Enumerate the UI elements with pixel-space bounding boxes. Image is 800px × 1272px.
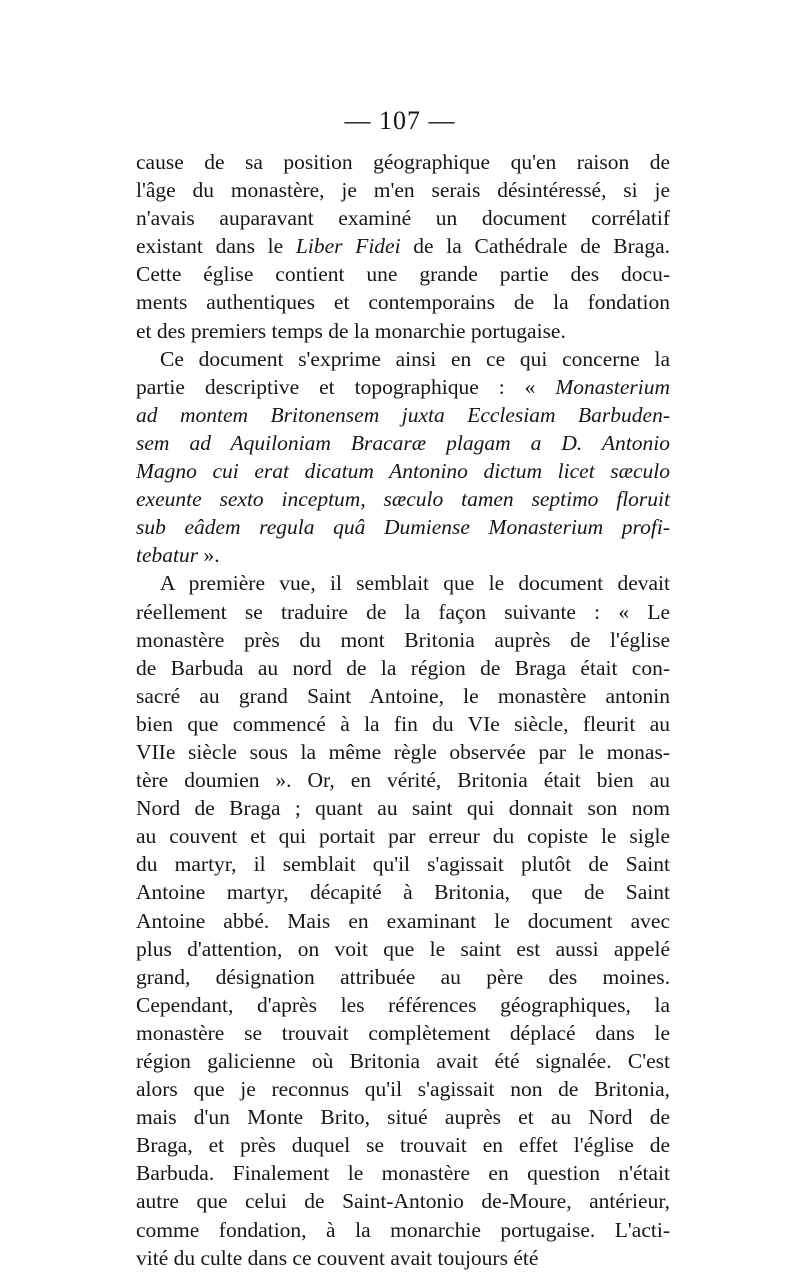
- text-segment: bien que commencé à la fin du VIe siècle, fleurit au: [136, 711, 670, 736]
- text-line: [136, 513, 670, 541]
- text-segment: de Barbuda au nord de la région de Braga était con-: [136, 655, 670, 680]
- text-line: [136, 485, 670, 513]
- text-line: [136, 1244, 670, 1272]
- text-line: [136, 176, 670, 204]
- text-line: [136, 317, 670, 345]
- text-segment: n'avais auparavant examiné un document corrélatif: [136, 206, 670, 231]
- italic-text: sem ad Aquiloniam Bracaræ plagam a D. Antonio: [136, 430, 670, 455]
- text-line: [136, 288, 670, 316]
- text-segment: cause de sa position géographique qu'en raison de: [136, 150, 670, 174]
- italic-text: exeunte sexto inceptum, sæculo tamen septimo floruit: [136, 487, 670, 512]
- text-segment: A première vue, il semblait que le document devait: [160, 571, 670, 596]
- text-segment: VIIe siècle sous la même règle observée par le monas-: [136, 739, 670, 764]
- text-line: [136, 1047, 670, 1075]
- text-line: [136, 626, 670, 654]
- text-line: [136, 457, 670, 485]
- text-line: [136, 794, 670, 822]
- text-segment: Antoine abbé. Mais en examinant le document avec: [136, 908, 670, 933]
- text-line: [136, 766, 670, 794]
- text-segment: Braga, et près duquel se trouvait en effet l'église de: [136, 1133, 670, 1158]
- text-line: [136, 682, 670, 710]
- text-line: [136, 345, 670, 373]
- text-line: [136, 935, 670, 963]
- text-line: [136, 654, 670, 682]
- text-line: [136, 401, 670, 429]
- text-line: [136, 1159, 670, 1187]
- text-segment: comme fondation, à la monarchie portugaise. L'acti-: [136, 1217, 670, 1242]
- text-line: [136, 907, 670, 935]
- text-segment: région galicienne où Britonia avait été signalée. C'est: [136, 1049, 670, 1073]
- text-segment: Cette église contient une grande partie des docu-: [136, 262, 670, 287]
- text-line: [136, 738, 670, 766]
- italic-text: ad montem Britonensem juxta Ecclesiam Barbuden-: [136, 402, 670, 427]
- text-line: [136, 1216, 670, 1244]
- paragraph: [136, 345, 670, 570]
- text-segment: de la Cathédrale de Braga.: [400, 234, 670, 259]
- italic-text: Liber Fidei: [295, 234, 401, 259]
- text-segment: du martyr, il semblait qu'il s'agissait plutôt de Saint: [136, 852, 670, 877]
- text-segment: au couvent et qui portait par erreur du copiste le sigle: [136, 824, 670, 849]
- text-segment: Nord de Braga ; quant au saint qui donnait son nom: [136, 796, 670, 821]
- text-segment: Cependant, d'après les références géographiques, la: [136, 992, 670, 1017]
- page-number: — 107 —: [344, 106, 456, 135]
- text-line: [136, 204, 670, 232]
- text-segment: mais d'un Monte Brito, situé auprès et au Nord de: [136, 1105, 670, 1130]
- text-segment: ments authentiques et contemporains de la fondation: [136, 290, 670, 315]
- text-line: [136, 148, 670, 176]
- text-segment: partie descriptive et topographique : «: [136, 374, 556, 399]
- text-segment: monastère près du mont Britonia auprès de l'église: [136, 627, 670, 652]
- text-line: [136, 710, 670, 738]
- text-line: [136, 232, 670, 260]
- text-segment: autre que celui de Saint-Antonio de-Moure, antérieur,: [136, 1189, 670, 1214]
- text-segment: Antoine martyr, décapité à Britonia, que de Saint: [136, 880, 670, 905]
- text-line: [136, 850, 670, 878]
- paragraph: [136, 148, 670, 345]
- text-segment: monastère se trouvait complètement déplacé dans le: [136, 1020, 670, 1045]
- text-line: [136, 541, 670, 569]
- text-line: [136, 991, 670, 1019]
- text-line: [136, 598, 670, 626]
- text-line: [136, 822, 670, 850]
- body-text: [136, 148, 670, 1272]
- text-line: [136, 963, 670, 991]
- text-segment: grand, désignation attribuée au père des moines.: [136, 964, 670, 989]
- italic-text: sub eâdem regula quâ Dumiense Monasterium profi-: [136, 515, 670, 540]
- text-line: [136, 1075, 670, 1103]
- text-line: [136, 569, 670, 597]
- text-line: [136, 429, 670, 457]
- text-line: [136, 878, 670, 906]
- text-line: [136, 1103, 670, 1131]
- text-line: [136, 1131, 670, 1159]
- text-segment: vité du culte dans ce couvent avait toujours été: [136, 1245, 539, 1270]
- text-segment: Barbuda. Finalement le monastère en question n'était: [136, 1161, 670, 1186]
- text-segment: Ce document s'exprime ainsi en ce qui concerne la: [160, 346, 670, 371]
- paragraph: [136, 569, 670, 1271]
- text-segment: réellement se traduire de la façon suivante : « Le: [136, 599, 670, 624]
- text-segment: sacré au grand Saint Antoine, le monastère antonin: [136, 683, 670, 708]
- text-segment: plus d'attention, on voit que le saint est aussi appelé: [136, 936, 670, 961]
- text-segment: ».: [198, 543, 220, 568]
- text-segment: et des premiers temps de la monarchie portugaise.: [136, 318, 566, 343]
- italic-text: Magno cui erat dicatum Antonino dictum licet sæculo: [136, 459, 670, 484]
- text-segment: alors que je reconnus qu'il s'agissait non de Britonia,: [136, 1077, 670, 1102]
- italic-text: tebatur: [136, 543, 199, 568]
- text-line: [136, 1187, 670, 1215]
- text-segment: tère doumien ». Or, en vérité, Britonia était bien au: [136, 768, 670, 793]
- text-segment: l'âge du monastère, je m'en serais désintéressé, si je: [136, 178, 670, 203]
- text-line: [136, 373, 670, 401]
- text-segment: existant dans le: [136, 234, 296, 259]
- text-line: [136, 1019, 670, 1047]
- text-line: [136, 260, 670, 288]
- italic-text: Monasterium: [555, 374, 670, 399]
